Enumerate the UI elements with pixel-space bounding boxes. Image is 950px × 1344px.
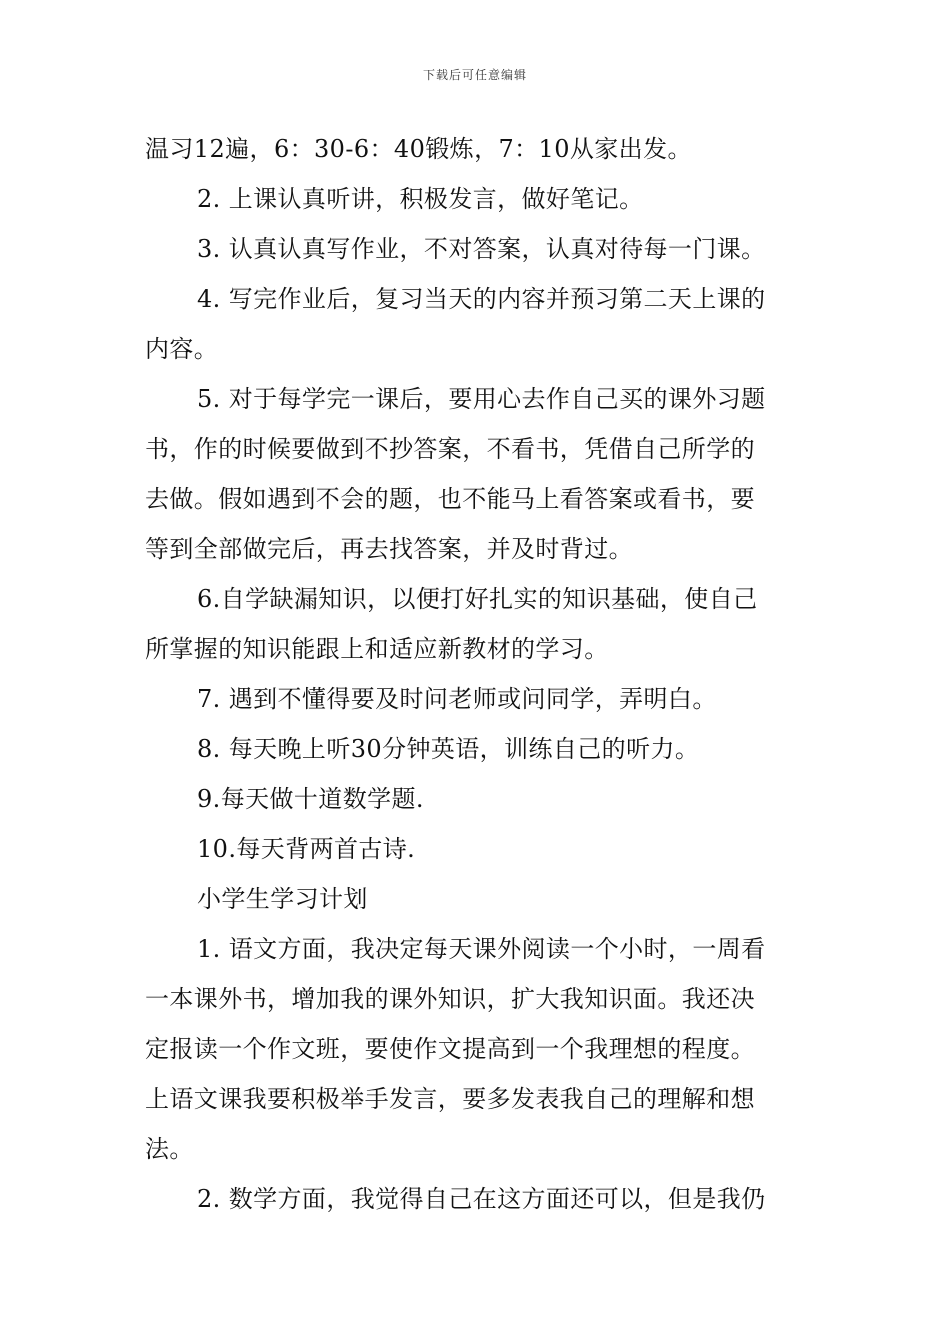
text-line: 等到全部做完后，再去找答案，并及时背过。 [145, 535, 633, 563]
text-line: 一本课外书，增加我的课外知识，扩大我知识面。我还决 [145, 985, 755, 1013]
text-line: 定报读一个作文班，要使作文提高到一个我理想的程度。 [145, 1035, 755, 1063]
text-line: 3. 认真认真写作业，不对答案，认真对待每一门课。 [197, 235, 766, 263]
text-line: 法。 [145, 1135, 194, 1163]
text-line: 书，作的时候要做到不抄答案，不看书，凭借自己所学的 [145, 435, 755, 463]
text-line: 6.自学缺漏知识，以便打好扎实的知识基础，使自己 [197, 585, 758, 613]
text-line: 8. 每天晚上听30分钟英语，训练自己的听力。 [197, 735, 700, 763]
text-line: 9.每天做十道数学题. [197, 785, 424, 813]
text-line: 内容。 [145, 335, 219, 363]
text-line: 温习12遍，6：30-6：40锻炼，7：10从家出发。 [145, 135, 692, 163]
page-header: 下载后可任意编辑 [422, 68, 527, 82]
text-line: 2. 上课认真听讲，积极发言，做好笔记。 [197, 185, 644, 213]
text-line: 4. 写完作业后，复习当天的内容并预习第二天上课的 [197, 285, 766, 313]
text-line: 2. 数学方面，我觉得自己在这方面还可以，但是我仍 [197, 1185, 766, 1213]
text-line: 10.每天背两首古诗. [197, 835, 416, 863]
text-line: 去做。假如遇到不会的题，也不能马上看答案或看书，要 [145, 485, 755, 513]
text-line: 7. 遇到不懂得要及时问老师或问同学，弄明白。 [197, 685, 717, 713]
section-heading: 小学生学习计划 [197, 885, 368, 913]
text-line: 1. 语文方面，我决定每天课外阅读一个小时，一周看 [197, 935, 766, 963]
document-body [145, 124, 810, 1224]
text-line: 5. 对于每学完一课后，要用心去作自己买的课外习题 [197, 385, 766, 413]
text-line: 上语文课我要积极举手发言，要多发表我自己的理解和想 [145, 1085, 755, 1113]
text-line: 所掌握的知识能跟上和适应新教材的学习。 [145, 635, 609, 663]
